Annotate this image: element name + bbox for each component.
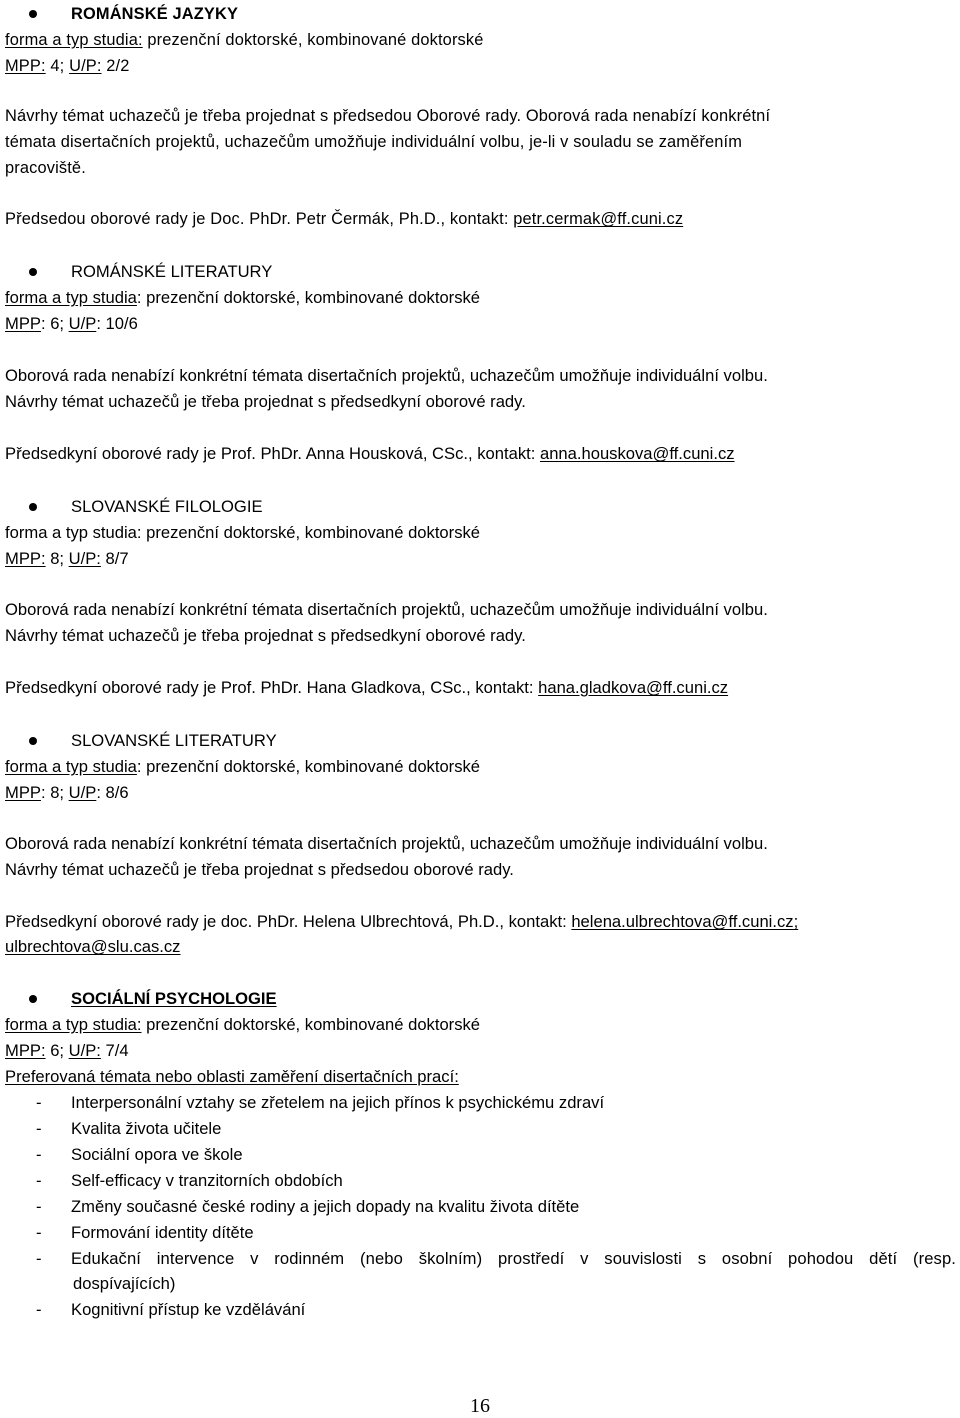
up-value: : 10/6 <box>96 314 138 333</box>
mpp-label: MPP <box>5 314 41 333</box>
study-form-line: forma a typ studia: prezenční doktorské, kombinované doktorské <box>5 523 481 542</box>
chair-text: Předsedkyní oborové rady je doc. PhDr. Helena Ulbrechtová, Ph.D., kontakt: <box>5 912 572 931</box>
section-title: SLOVANSKÉ FILOLOGIE <box>71 497 263 516</box>
topic-continuation: dospívajících) <box>73 1274 176 1293</box>
mpp-value: 6; <box>45 1041 69 1060</box>
up-value: 2/2 <box>101 57 130 75</box>
study-form-label: forma a typ studia: <box>5 1015 142 1034</box>
mpp-line <box>5 55 130 77</box>
study-form-value: : prezenční doktorské, kombinované doktorské <box>136 757 481 776</box>
study-form-value: : prezenční doktorské, kombinované doktorské <box>136 288 481 307</box>
section-title: ROMÁNSKÉ LITERATURY <box>71 262 273 281</box>
mpp-line <box>5 1040 129 1062</box>
chair-email-link[interactable]: helena.ulbrechtova@ff.cuni.cz; <box>571 912 799 931</box>
bullet-dot <box>29 503 37 511</box>
bullet-dot <box>29 10 37 18</box>
bullet-dot <box>29 737 37 745</box>
dash-marker: - <box>36 1093 42 1112</box>
chair-text: Předsedkyní oborové rady je Prof. PhDr. Anna Housková, CSc., kontakt: <box>5 444 540 463</box>
chair-line <box>5 911 798 933</box>
up-value: : 8/6 <box>96 783 129 802</box>
topics-heading: Preferovaná témata nebo oblasti zaměření disertačních prací: <box>5 1067 459 1086</box>
topic-text: Edukační intervence v rodinném (nebo školním) prostředí v souvislosti s osobní pohodou dětí (resp. <box>71 1249 956 1268</box>
paragraph-line: Oborová rada nenabízí konkrétní témata disertačních projektů, uchazečům umožňuje individuální volbu. <box>5 600 768 619</box>
mpp-value: : 6; <box>40 314 69 333</box>
dash-marker: - <box>36 1249 42 1268</box>
study-form-value: prezenční doktorské, kombinované doktorské <box>142 31 484 49</box>
chair-email-link-2[interactable]: ulbrechtova@slu.cas.cz <box>5 937 181 956</box>
study-form-line <box>5 29 484 51</box>
dash-marker: - <box>36 1300 42 1319</box>
mpp-label: MPP: <box>5 57 46 75</box>
up-label: U/P <box>68 314 97 333</box>
study-form-line <box>5 1014 480 1036</box>
study-form-label: forma a typ studia: <box>5 31 143 49</box>
paragraph-line: Návrhy témat uchazečů je třeba projednat s předsedkyní oborové rady. <box>5 626 526 645</box>
chair-email-line <box>5 936 180 958</box>
dash-marker: - <box>36 1119 42 1138</box>
chair-line <box>5 443 735 465</box>
mpp-value: 4; <box>45 57 70 75</box>
chair-line <box>5 677 728 699</box>
up-label: U/P <box>68 783 97 802</box>
mpp-line <box>5 313 138 335</box>
study-form-label: forma a typ studia <box>5 288 137 307</box>
paragraph-line: Návrhy témat uchazečů je třeba projednat s předsedou Oborové rady. Oborová rada nenabízí konkrétní <box>5 107 771 125</box>
mpp-label: MPP <box>5 783 41 802</box>
chair-line <box>5 208 683 230</box>
study-form-value: prezenční doktorské, kombinované doktorské <box>141 1015 481 1034</box>
chair-text: Předsedou oborové rady je Doc. PhDr. Petr Čermák, Ph.D., kontakt: <box>5 210 514 228</box>
mpp-line <box>5 782 129 804</box>
paragraph-line: Oborová rada nenabízí konkrétní témata disertačních projektů, uchazečům umožňuje individuální volbu. <box>5 366 768 385</box>
study-form-line <box>5 287 480 309</box>
paragraph-line: Oborová rada nenabízí konkrétní témata disertačních projektů, uchazečům umožňuje individuální volbu. <box>5 834 768 853</box>
chair-email-link[interactable]: anna.houskova@ff.cuni.cz <box>539 444 735 463</box>
page-number: 16 <box>470 1395 490 1417</box>
dash-marker: - <box>36 1171 42 1190</box>
chair-text: Předsedkyní oborové rady je Prof. PhDr. Hana Gladkova, CSc., kontakt: <box>5 678 539 697</box>
dash-marker: - <box>36 1223 42 1242</box>
topic-text: Kvalita života učitele <box>71 1119 222 1138</box>
chair-email-link[interactable]: hana.gladkova@ff.cuni.cz <box>538 678 729 697</box>
up-value: 8/7 <box>100 549 129 568</box>
topic-text: Změny současné české rodiny a jejich dopady na kvalitu života dítěte <box>71 1197 580 1216</box>
mpp-value: : 8; <box>40 783 69 802</box>
mpp-label: MPP: <box>5 1041 46 1060</box>
paragraph-line: pracoviště. <box>5 159 86 177</box>
paragraph-line: Návrhy témat uchazečů je třeba projednat s předsedou oborové rady. <box>5 860 514 879</box>
up-label: U/P: <box>69 57 102 75</box>
topic-text: Kognitivní přístup ke vzdělávání <box>71 1300 306 1319</box>
up-label: U/P: <box>68 1041 101 1060</box>
paragraph-line: Návrhy témat uchazečů je třeba projednat s předsedkyní oborové rady. <box>5 392 526 411</box>
section-title: SLOVANSKÉ LITERATURY <box>71 731 277 750</box>
mpp-line <box>5 548 129 570</box>
topic-text: Self-efficacy v tranzitorních obdobích <box>71 1171 343 1190</box>
topic-text: Interpersonální vztahy se zřetelem na jejich přínos k psychickému zdraví <box>71 1093 605 1112</box>
up-label: U/P: <box>68 549 101 568</box>
bullet-dot <box>29 995 37 1003</box>
chair-email-link[interactable]: petr.cermak@ff.cuni.cz <box>513 210 684 228</box>
topic-text: Sociální opora ve škole <box>71 1145 243 1164</box>
mpp-label: MPP: <box>5 549 46 568</box>
section-title: SOCIÁLNÍ PSYCHOLOGIE <box>71 989 277 1008</box>
dash-marker: - <box>36 1197 42 1216</box>
study-form-label: forma a typ studia <box>5 757 137 776</box>
bullet-dot <box>29 268 37 276</box>
section-title: ROMÁNSKÉ JAZYKY <box>71 5 239 23</box>
topic-text: Formování identity dítěte <box>71 1223 254 1242</box>
study-form-line <box>5 756 480 778</box>
paragraph-line: témata disertačních projektů, uchazečům umožňuje individuální volbu, je-li v souladu se zaměřením <box>5 133 743 151</box>
dash-marker: - <box>36 1145 42 1164</box>
mpp-value: 8; <box>45 549 69 568</box>
up-value: 7/4 <box>100 1041 129 1060</box>
